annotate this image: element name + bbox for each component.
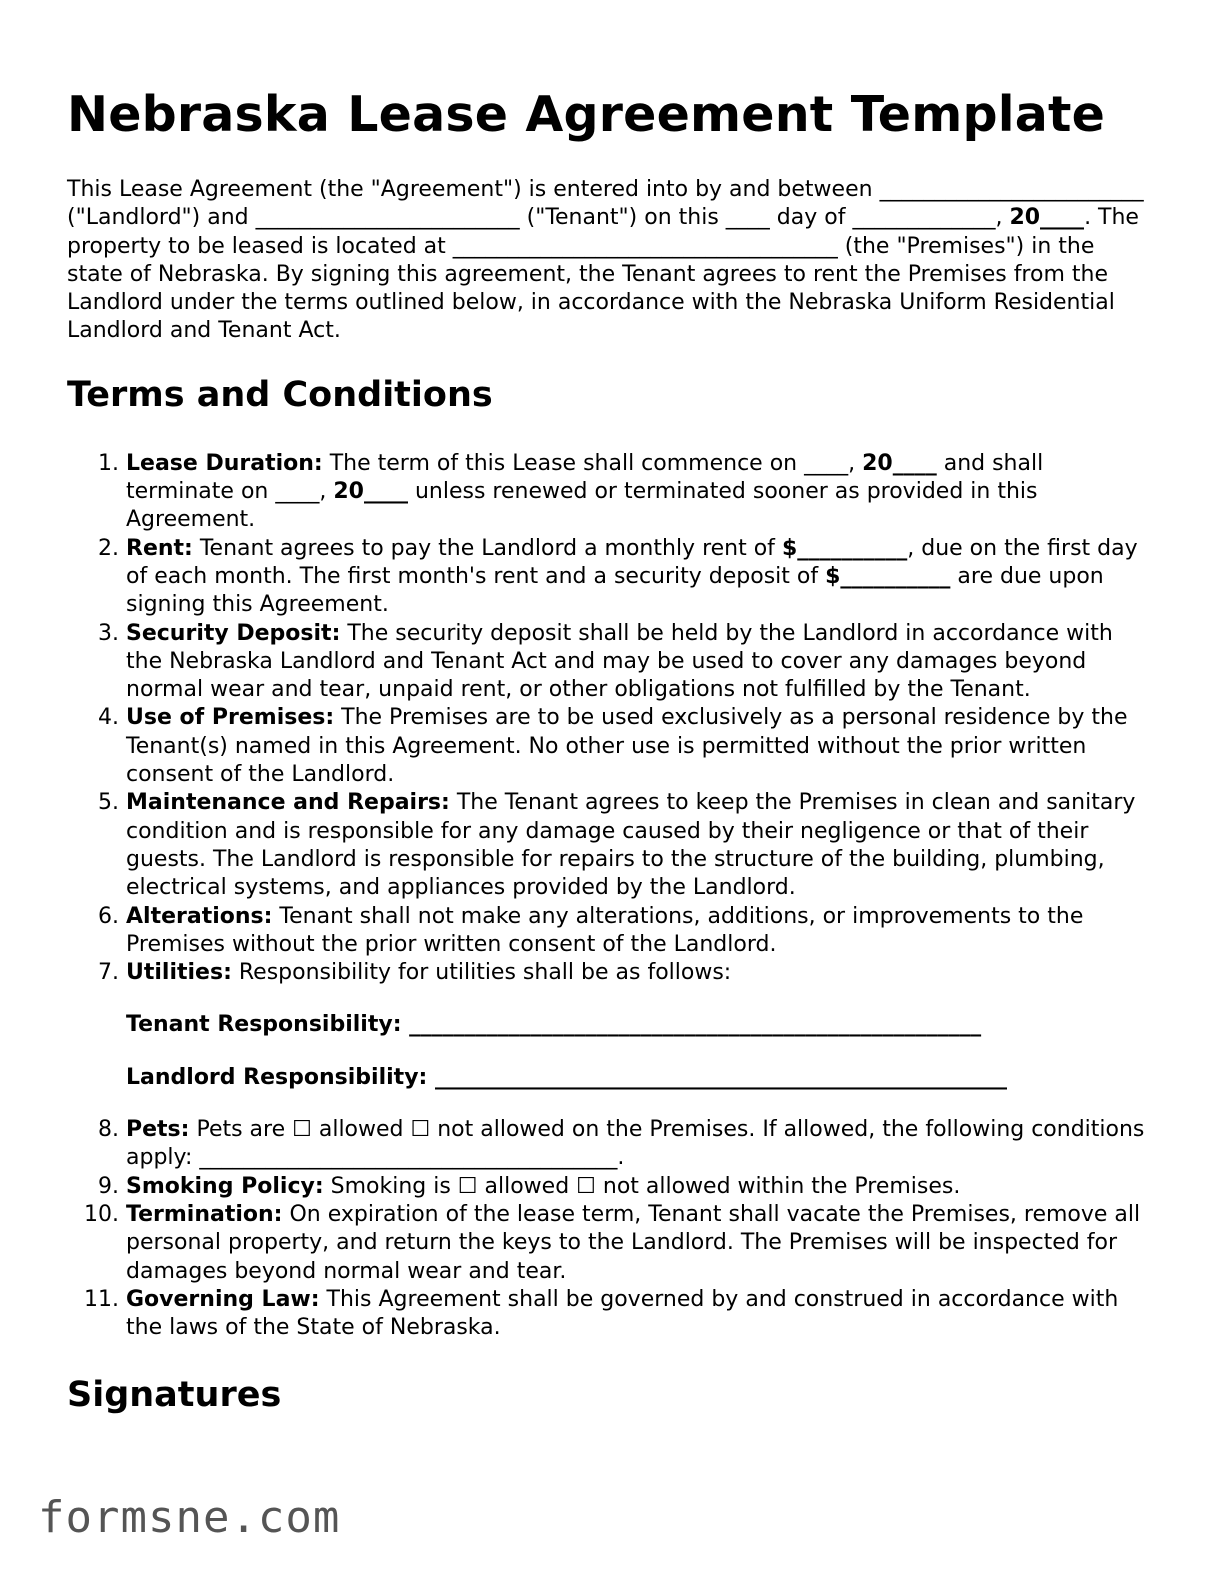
term-number: 7. — [98, 960, 119, 986]
term-item-maintenance — [67, 789, 1147, 902]
intro-text: , — [995, 205, 1010, 231]
term-title: Security Deposit: — [126, 620, 341, 646]
term-item-rent — [67, 535, 1147, 620]
term-item-pets — [67, 1116, 1147, 1173]
term-title: Maintenance and Repairs: — [126, 790, 450, 816]
intro-text: day of — [769, 205, 853, 231]
term-number: 10. — [84, 1201, 119, 1227]
term-item-smoking — [67, 1173, 1147, 1201]
end-year-blank: 20____ — [333, 479, 408, 505]
intro-paragraph — [67, 176, 1147, 346]
term-text: Tenant agrees to pay the Landlord a monthly rent of — [192, 535, 782, 561]
intro-text: ("Tenant") on this — [519, 205, 726, 231]
rent-amount-blank: $__________ — [781, 535, 908, 561]
term-number: 6. — [98, 903, 119, 929]
intro-text: This Lease Agreement (the "Agreement") is entered into by and between — [67, 177, 880, 202]
term-item-alterations — [67, 903, 1147, 960]
term-text: Responsibility for utilities shall be as follows: — [231, 960, 732, 986]
term-number: 9. — [98, 1173, 119, 1199]
term-text: Smoking is ☐ allowed ☐ not allowed within the Premises. — [323, 1173, 961, 1199]
term-text: The Premises are to be used exclusively as a personal residence by the Tenant(s) named in this Agreement. No other use is permitted without the prior written consent of the Landlord. — [126, 705, 1128, 788]
term-number: 11. — [84, 1286, 119, 1312]
term-text: This Agreement shall be governed by and construed in accordance with the laws of the State of Nebraska. — [126, 1286, 1119, 1341]
intro-text: (the "Premises") in the state of Nebraska. By signing this agreement, the Tenant agrees to rent the Premises from the Landlord under the terms outlined below, in accordance with the Nebraska Uniform Residential Landlord and Tenant Act. — [67, 233, 1115, 344]
term-title: Smoking Policy: — [126, 1173, 324, 1199]
year-blank: 20____ — [1009, 205, 1085, 231]
day-blank: ____ — [725, 205, 770, 231]
term-number: 1. — [98, 450, 119, 476]
term-item-use-of-premises — [67, 704, 1147, 789]
term-text: and shall terminate on ____, — [126, 450, 1044, 505]
term-title: Governing Law: — [126, 1286, 320, 1312]
tenant-name-blank: ________________________ — [255, 205, 520, 231]
document-page — [67, 82, 1147, 1450]
term-title: Termination: — [126, 1201, 283, 1227]
terms-list — [67, 450, 1147, 1343]
term-number: 3. — [98, 620, 119, 646]
term-number: 4. — [98, 705, 119, 731]
term-item-utilities — [67, 959, 1147, 1092]
deposit-amount-blank: $__________ — [825, 563, 951, 589]
term-text: unless renewed or terminated sooner as provided in this Agreement. — [126, 479, 1038, 533]
site-watermark: formsne.com — [38, 1492, 341, 1543]
term-title: Lease Duration: — [126, 450, 323, 476]
term-title: Alterations: — [126, 903, 273, 929]
document-title: Nebraska Lease Agreement Template — [67, 86, 1106, 143]
landlord-responsibility-line: Landlord Responsibility: ____________________________________________________ — [126, 1064, 1007, 1090]
term-text: Tenant shall not make any alterations, additions, or improvements to the Premises without the prior written consent of the Landlord. — [126, 903, 1084, 957]
term-number: 5. — [98, 790, 119, 816]
term-text: The term of this Lease shall commence on ____, — [322, 450, 863, 476]
term-number: 2. — [98, 535, 119, 561]
term-title: Pets: — [126, 1117, 190, 1143]
term-title: Rent: — [126, 535, 193, 561]
term-item-lease-duration — [67, 450, 1147, 535]
intro-text: ("Landlord") and — [67, 205, 256, 231]
term-text: , due on the first day of each month. The first month's rent and a security deposit of — [126, 535, 1138, 589]
signatures-heading: Signatures — [67, 1375, 282, 1416]
term-text: Pets are ☐ allowed ☐ not allowed on the Premises. If allowed, the following conditions apply: ______________________________________. — [126, 1117, 1145, 1171]
intro-text: . The property to be leased is located at — [67, 205, 1139, 259]
term-title: Use of Premises: — [126, 705, 335, 731]
term-item-security-deposit — [67, 620, 1147, 705]
month-blank: _____________ — [852, 205, 996, 231]
term-text: are due upon signing this Agreement. — [126, 563, 1104, 618]
term-item-governing-law — [67, 1286, 1147, 1343]
term-text: The security deposit shall be held by the Landlord in accordance with the Nebraska Landlord and Tenant Act and may be used to cover any damages beyond normal wear and tear, unpaid rent, or other obligations not fulfilled by the Tenant. — [126, 620, 1113, 703]
term-number: 8. — [98, 1117, 119, 1143]
term-title: Utilities: — [126, 960, 232, 986]
start-year-blank: 20____ — [862, 450, 937, 476]
landlord-name-blank: ________________________ — [879, 177, 1144, 202]
term-item-termination — [67, 1201, 1147, 1286]
term-text: The Tenant agrees to keep the Premises in clean and sanitary condition and is responsible for any damage caused by their negligence or that of their guests. The Landlord is responsible for repairs to the structure of the building, plumbing, electrical systems, and appliances provided by the Landlord. — [126, 790, 1136, 901]
tenant-responsibility-line: Tenant Responsibility: ____________________________________________________ — [126, 1012, 982, 1038]
term-text: On expiration of the lease term, Tenant shall vacate the Premises, remove all personal property, and return the keys to the Landlord. The Premises will be inspected for damages beyond normal wear and tear. — [126, 1201, 1141, 1284]
terms-heading: Terms and Conditions — [67, 374, 493, 415]
address-blank: ___________________________________ — [452, 233, 838, 259]
